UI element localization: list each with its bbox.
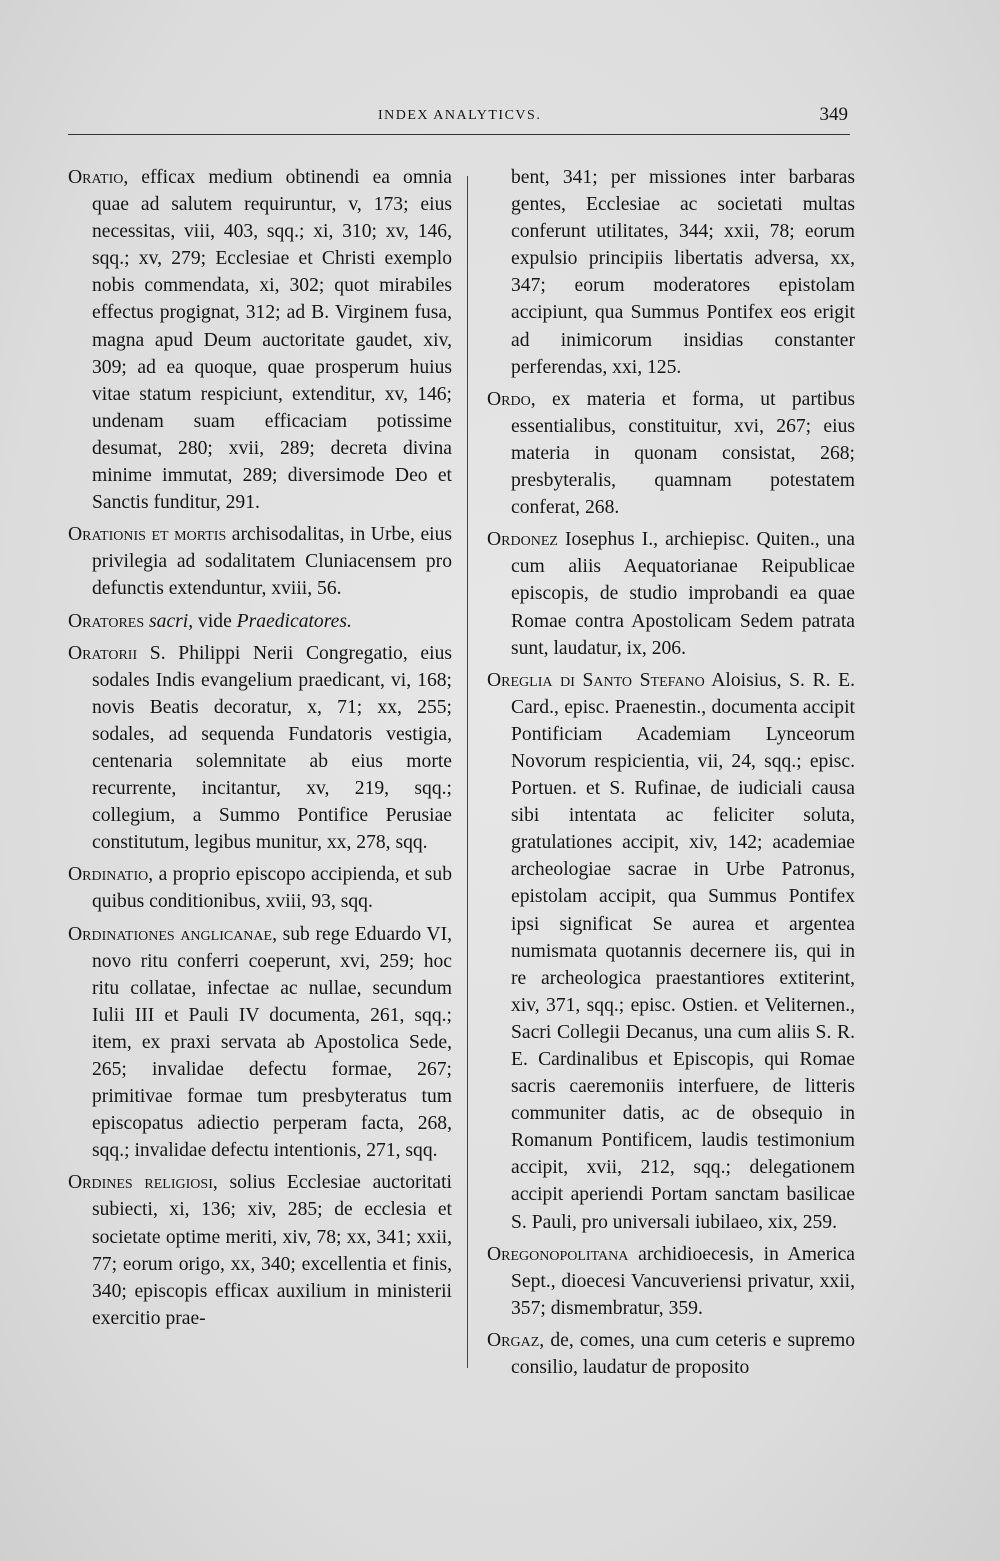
index-entry-oratio [68,164,452,516]
index-entry-orationis [68,521,452,602]
entry-headword: Oreglia di Santo Stefano [487,669,705,691]
entry-headword: Orationis et mortis [68,524,227,546]
entry-headword: Ordonez [487,529,558,551]
index-entry-ordinationes [68,921,452,1165]
entry-text: , de, comes, una cum ceteris e supremo consilio, laudatur de proposito [511,1329,855,1379]
entry-text: , sub rege Eduardo VI, novo ritu conferri coeperunt, xvi, 259; hoc ritu collatae, infectae ac nullae, secundum Iulii III et Pauli IV documenta, 261, sqq.; item, ex praxi servata ab Apostolica Sede, 265; invalidae defectu formae, 267; primitivae formae tum presbyteratus tum episcopatus adiectio perperam facta, 268, sqq.; invalidae defectu intentionis, 271, sqq. [92,923,452,1162]
entry-headword: Oratores [68,610,145,632]
index-entry-orgaz [487,1327,855,1381]
index-entry-ordo [487,386,855,521]
entry-text: , ex materia et forma, ut partibus essentialibus, constituitur, xvi, 267; eius materia in quonam consistat, 268; presbyteralis, quamnam potestatem conferat, 268. [511,388,855,519]
entry-text: archidioecesis, in America Sept., dioecesi Vancuveriensi privatur, xxii, 357; dismembratur, 359. [511,1243,855,1319]
entry-text: S. Philippi Nerii Congregatio, eius sodales Indis evangelium praedicant, vi, 168; novis Beatis decoratur, x, 71; xx, 255; sodales, ad sequenda Fundatoris vestigia, centenaria solemnitate ab eius morte recurrente, incitantur, xv, 219, sqq.; collegium, a Summo Pontifice Perusiae constitutum, legibus munitur, xx, 278, sqq. [92,642,452,854]
right-column [487,164,855,1386]
index-entry-ordonez [487,526,855,661]
entry-headword: Oratio [68,167,124,188]
index-entry-ordinatio [68,861,452,915]
entry-italic-term: sacri, [149,610,194,632]
left-column [68,164,452,1337]
index-entry-oreglia [487,667,855,1236]
entry-text: , solius Ecclesiae auctoritati subiecti, xi, 136; xiv, 285; de ecclesia et societate optime meriti, xiv, 78; xx, 341; xxii, 77; eorum origo, xx, 340; excellentia et finis, 340; episcopis efficax auxilium in ministerii exercitio prae- [92,1172,453,1329]
index-entry-oratores [68,608,452,635]
entry-cross-reference: Praedicatores. [236,610,352,632]
entry-headword: Ordines religiosi [68,1172,213,1194]
index-entry-ordines [68,1169,452,1332]
entry-text: , a proprio episcopo accipienda, et sub quibus conditionibus, xviii, 93, sqq. [92,864,452,913]
index-entry-oratorii [68,640,452,857]
entry-headword: Oratorii [68,642,138,664]
entry-headword: Ordo [487,388,531,410]
entry-headword: Ordinationes anglicanae [68,923,273,945]
running-head [68,104,850,135]
entry-text: archisodalitas, in Urbe, eius privilegia ad sodalitatem Cluniacensem pro defunctis extenduntur, xviii, 56. [92,524,453,600]
entry-text: vide [193,610,237,632]
entry-headword: Oregonopolitana [487,1243,629,1265]
running-title: INDEX ANALYTICVS. [378,108,542,123]
page-number: 349 [819,104,848,125]
entry-text: , efficax medium obtinendi ea omnia quae ad salutem requiruntur, v, 173; eius necessitas, viii, 403, sqq.; xi, 310; xv, 146, sqq.; xv, 279; Ecclesiae et Christi exemplo nobis commendata, xi, 302; quot mirabiles effectus progignat, 312; ad B. Virginem fusa, magna apud Deum auctoritate gaudet, xiv, 309; ad ea quoque, quae prosperum huius vitae statum respiciunt, extenditur, xv, 146; undenam suam efficaciam potissime desumat, 280; xvii, 289; decreta divina minime immutat, 289; diversimode Deo et Sanctis funditur, 291. [92,167,452,514]
index-entry-oregonopolitana [487,1241,855,1322]
column-divider [467,176,468,1368]
entry-headword: Ordinatio [68,864,149,886]
entry-text: Iosephus I., archiepisc. Quiten., una cum aliis Aequatorianae Reipublicae episcopis, de studio improbandi ea quae Romae contra Apostolicam Sedem patrata sunt, laudatur, ix, 206. [511,529,855,659]
entry-headword: Orgaz [487,1329,540,1351]
entry-text: Aloisius, S. R. E. Card., episc. Praenestin., documenta accipit Pontificiam Academiam Lynceorum Novorum respicientia, vii, 24, sqq.; episc. Portuen. et S. Rufinae, de iudiciali causa sibi intentata ac feliciter soluta, gratulationes accipit, xiv, 142; academiae archeologiae sacrae in Urbe Patronus, epistolam accipit, qua Summus Pontifex ipsi significat Se aurea et argentea numismata quotannis decernere iis, qui in re archeologica praestantiores extiterint, xiv, 371, sqq.; episc. Ostien. et Veliternen., Sacri Collegii Decanus, una cum aliis S. R. E. Cardinalibus et Episcopis, qui Romae sacris caeremoniis interfuere, de litteris communiter datis, ac de obsequio in Romanum Pontificem, laudis testimonium accipit, xvii, 212, sqq.; delegationem accipit aperiendi Portam sanctam basilicae S. Pauli, pro universali iubilaeo, xix, 259. [511,669,855,1233]
index-entry-continuation: bent, 341; per missiones inter barbaras gentes, Ecclesiae ac societati multas conferunt utilitates, 344; xxii, 78; eorum expulsio principiis libertatis adversa, xx, 347; eorum moderatores epistolam accipiunt, qua Summus Pontifex eos erigit ad inimicorum insidias constanter perferendas, xxi, 125. [511,167,855,378]
